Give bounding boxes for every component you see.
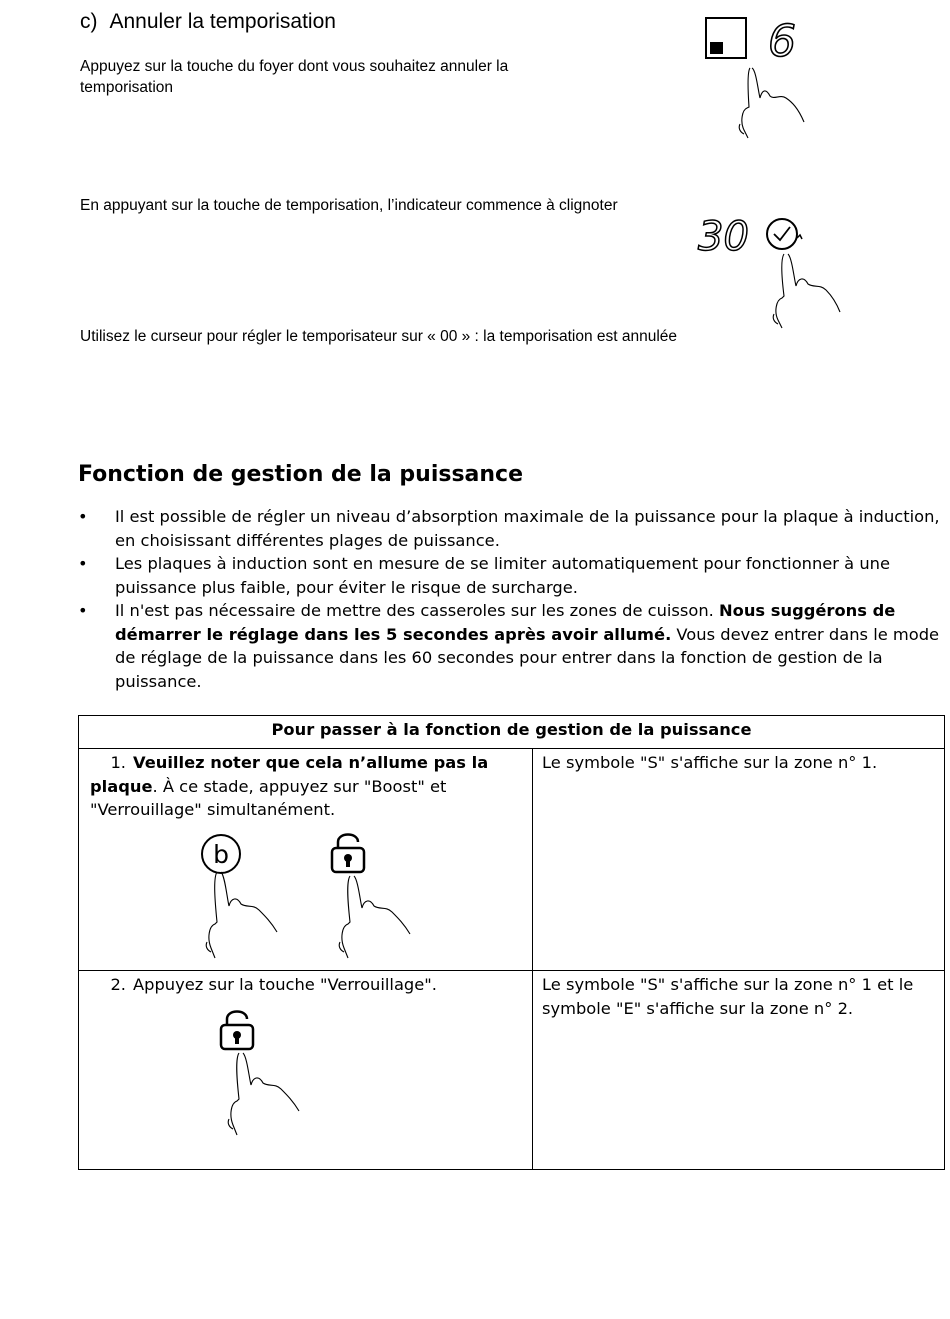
list-item bbox=[78, 505, 946, 552]
table-cell-result: Le symbole "S" s'affiche sur la zone n° 1 et le symbole "E" s'affiche sur la zone n° 2. bbox=[533, 971, 945, 1170]
bullet-text: Vous devez entrer dans le mode de réglage de la puissance dans les 60 secondes pour entrer dans la fonction de gestion de la puissance. bbox=[115, 624, 940, 691]
section-heading: Fonction de gestion de la puissance bbox=[78, 462, 524, 487]
table-cell-result: Le symbole "S" s'affiche sur la zone n° 1. bbox=[533, 749, 945, 971]
hand-pointer-icon bbox=[739, 68, 804, 138]
step-number: 1. bbox=[110, 753, 126, 772]
table-header: Pour passer à la fonction de gestion de la puissance bbox=[79, 716, 945, 749]
section-title: Annuler la temporisation bbox=[109, 10, 336, 33]
boost-b-icon bbox=[202, 835, 240, 873]
timer-digits: 30 bbox=[698, 214, 749, 260]
power-management-table bbox=[78, 715, 945, 1170]
boost-key-label: b bbox=[213, 839, 229, 869]
step-number: 2. bbox=[110, 975, 126, 994]
table-cell-step bbox=[79, 749, 533, 971]
list-item bbox=[78, 599, 946, 693]
hand-pointer-icon bbox=[206, 872, 277, 958]
lock-press-illustration bbox=[215, 1007, 325, 1147]
zone-level-digit: 6 bbox=[768, 16, 796, 67]
zone-key-icon bbox=[706, 18, 746, 58]
bullet-symbol: • bbox=[78, 601, 88, 620]
bullet-text: Il est possible de régler un niveau d’absorption maximale de la puissance pour la plaque à induction, en choisissant différentes plages de puissance. bbox=[115, 507, 940, 550]
table-row bbox=[79, 749, 945, 971]
boost-press-illustration bbox=[195, 832, 305, 972]
lock-press-illustration bbox=[326, 830, 436, 970]
step-bold-text: Veuillez noter que cela n’allume pas la plaque bbox=[90, 753, 489, 796]
timer-clock-icon bbox=[767, 219, 802, 249]
step-slider-text: Utilisez le curseur pour régler le temporisateur sur « 00 » : la temporisation est annulée bbox=[80, 328, 678, 345]
bullet-symbol: • bbox=[78, 507, 88, 526]
zone-key-illustration bbox=[700, 12, 810, 142]
bullet-bold-text: Nous suggérons de démarrer le réglage dans les 5 secondes après avoir allumé. bbox=[115, 601, 896, 644]
step-text: . À ce stade, appuyez sur "Boost" et "Verrouillage" simultanément. bbox=[90, 776, 447, 819]
hand-pointer-icon bbox=[228, 1053, 299, 1135]
padlock-icon bbox=[221, 1011, 253, 1049]
section-letter: c) bbox=[80, 10, 98, 33]
timer-illustration bbox=[698, 208, 848, 333]
table-row bbox=[79, 971, 945, 1170]
step-text: Appuyez sur la touche "Verrouillage". bbox=[133, 975, 437, 994]
table-cell-step bbox=[79, 971, 533, 1170]
step-timer-key-text: En appuyant sur la touche de temporisation, l’indicateur commence à clignoter bbox=[80, 197, 618, 214]
bullet-text: Il n'est pas nécessaire de mettre des casseroles sur les zones de cuisson. bbox=[115, 601, 720, 620]
padlock-icon bbox=[332, 834, 364, 872]
hand-pointer-icon bbox=[773, 254, 840, 328]
bullet-symbol: • bbox=[78, 554, 88, 573]
section-c-title bbox=[80, 10, 336, 34]
bullet-text: Les plaques à induction sont en mesure de se limiter automatiquement pour fonctionner à une puissance plus faible, pour éviter le risque de surcharge. bbox=[115, 554, 890, 597]
list-item bbox=[78, 552, 946, 599]
bullet-list bbox=[78, 505, 946, 693]
step-select-zone-text: Appuyez sur la touche du foyer dont vous souhaitez annuler la temporisation bbox=[80, 58, 509, 96]
hand-pointer-icon bbox=[339, 876, 410, 958]
